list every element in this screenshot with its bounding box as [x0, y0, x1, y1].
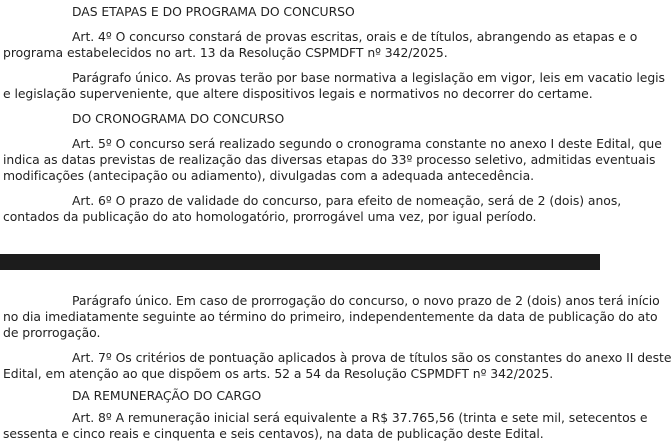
- paragrafo-unico-1-line-2: e legislação superveniente, que altere dispositivos legais e normativos no decorrer do certame.: [3, 86, 593, 101]
- art5-line-1: Art. 5º O concurso será realizado segundo o cronograma constante no anexo I deste Edital, que: [72, 136, 662, 151]
- paragrafo-unico-2-line-1: Parágrafo único. Em caso de prorrogação do concurso, o novo prazo de 2 (dois) anos terá início: [72, 293, 660, 308]
- section-heading-cronograma: DO CRONOGRAMA DO CONCURSO: [72, 111, 285, 126]
- art4-line-1: Art. 4º O concurso constará de provas escritas, orais e de títulos, abrangendo as etapas e o: [72, 29, 638, 44]
- art8-line-2: sessenta e cinco reais e cinquenta e seis centavos), na data de publicação deste Edital.: [3, 426, 544, 441]
- art8-line-1: Art. 8º A remuneração inicial será equivalente a R$ 37.765,56 (trinta e sete mil, setecentos e: [72, 410, 648, 425]
- art4-line-2: programa estabelecidos no art. 13 da Resolução CSPMDFT nº 342/2025.: [3, 45, 448, 60]
- art6-line-2: contados da publicação do ato homologatório, prorrogável uma vez, por igual período.: [3, 209, 537, 224]
- art7-line-1: Art. 7º Os critérios de pontuação aplicados à prova de títulos são os constantes do anexo II deste: [72, 350, 671, 365]
- art5-line-2: indica as datas previstas de realização das diversas etapas do 33º processo seletivo, admitidas eventuais: [3, 152, 656, 167]
- document-page-bottom: [0, 270, 671, 446]
- paragrafo-unico-2-line-3: de prorrogação.: [3, 325, 101, 340]
- paragrafo-unico-2-line-2: no dia imediatamente seguinte ao término do primeiro, independentemente da data de publicação do ato: [3, 309, 658, 324]
- art6-line-1: Art. 6º O prazo de validade do concurso, para efeito de nomeação, será de 2 (dois) anos,: [72, 193, 622, 208]
- art7-line-2: Edital, em atenção ao que dispõem os arts. 52 a 54 da Resolução CSPMDFT nº 342/2025.: [3, 366, 554, 381]
- section-heading-etapas: DAS ETAPAS E DO PROGRAMA DO CONCURSO: [72, 4, 355, 19]
- paragrafo-unico-1-line-1: Parágrafo único. As provas terão por base normativa a legislação em vigor, leis em vacatio legis: [72, 70, 665, 85]
- art5-line-3: modificações (antecipação ou adiamento), divulgadas com a adequada antecedência.: [3, 168, 535, 183]
- section-heading-remuneracao: DA REMUNERAÇÃO DO CARGO: [72, 388, 262, 403]
- page-break-bar: [0, 254, 600, 270]
